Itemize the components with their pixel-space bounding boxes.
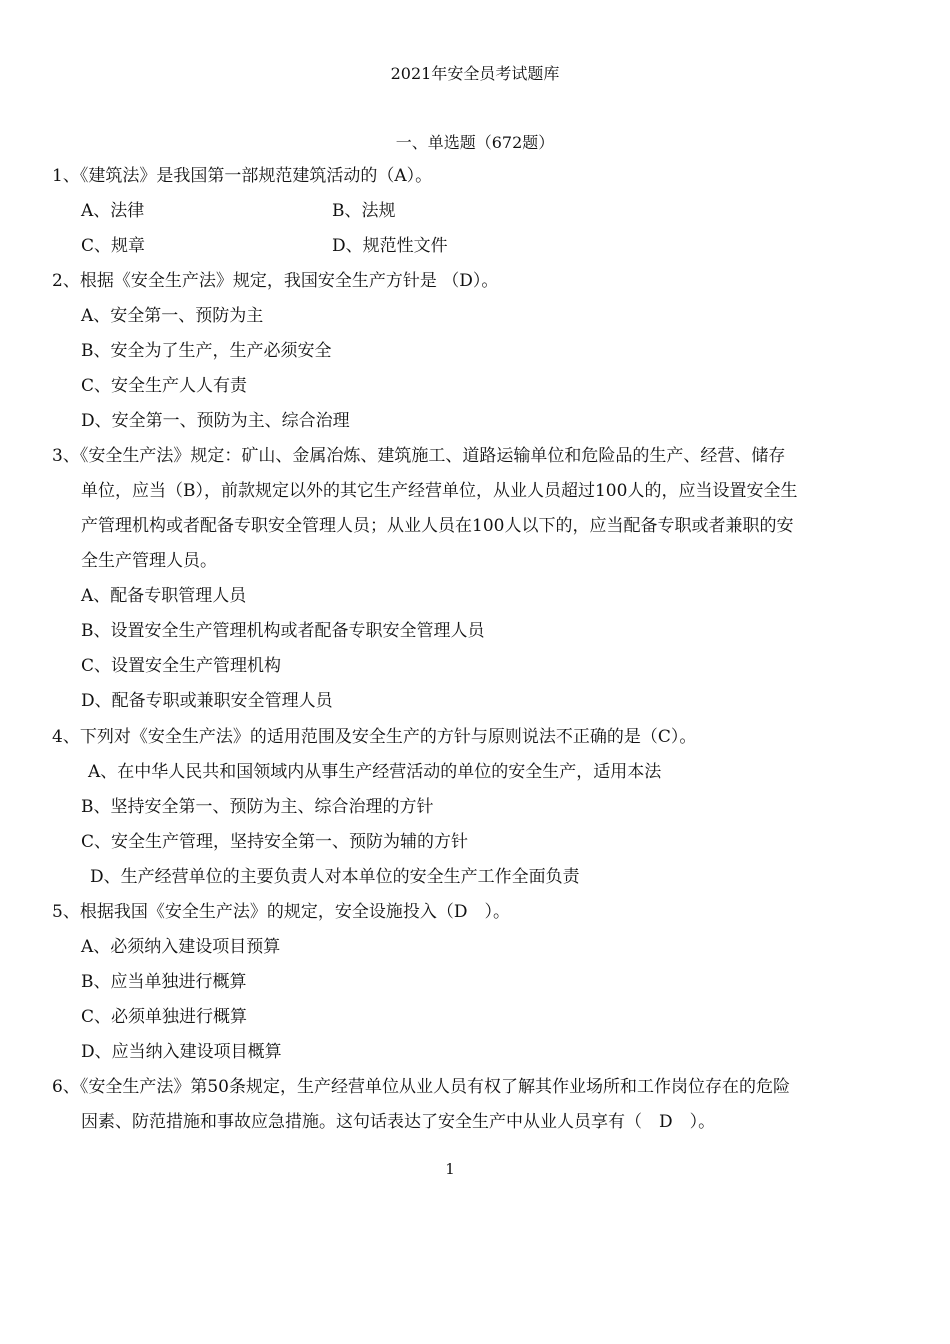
question-1-option-d: D、规范性文件 xyxy=(332,236,448,256)
question-3-option-d: D、配备专职或兼职安全管理人员 xyxy=(81,691,333,711)
question-2-option-b: B、安全为了生产，生产必须安全 xyxy=(81,341,332,361)
question-1-option-c: C、规章 xyxy=(81,236,146,256)
question-5-option-c: C、必须单独进行概算 xyxy=(81,1007,248,1027)
question-2-option-d: D、安全第一、预防为主、综合治理 xyxy=(81,411,350,431)
question-3-option-b: B、设置安全生产管理机构或者配备专职安全管理人员 xyxy=(81,621,485,641)
question-5-option-a: A、必须纳入建设项目预算 xyxy=(81,937,281,957)
question-6-text-line-2: 因素、防范措施和事故应急措施。这句话表达了安全生产中从业人员享有（ D ）。 xyxy=(81,1112,716,1132)
question-3-option-a: A、配备专职管理人员 xyxy=(81,586,247,606)
question-5-option-d: D、应当纳入建设项目概算 xyxy=(81,1042,282,1062)
question-2-option-c: C、安全生产人人有责 xyxy=(81,376,248,396)
document-title: 2021年安全员考试题库 xyxy=(390,64,560,83)
question-2-text: 2、根据《安全生产法》规定，我国安全生产方针是 （D）。 xyxy=(52,271,499,291)
question-4-text: 4、下列对《安全生产法》的适用范围及安全生产的方针与原则说法不正确的是（C）。 xyxy=(52,727,697,747)
question-3-text-line-1: 3、《安全生产法》规定：矿山、金属冶炼、建筑施工、道路运输单位和危险品的生产、经营、储存 xyxy=(52,446,786,466)
question-4-option-b: B、坚持安全第一、预防为主、综合治理的方针 xyxy=(81,797,434,817)
question-3-text-line-4: 全生产管理人员。 xyxy=(81,551,217,571)
question-1-option-b: B、法规 xyxy=(332,201,396,221)
question-3-text-line-2: 单位，应当（B），前款规定以外的其它生产经营单位，从业人员超过100人的，应当设置安全生 xyxy=(81,481,798,501)
section-heading: 一、单选题（672题） xyxy=(395,133,555,152)
question-3-text-line-3: 产管理机构或者配备专职安全管理人员；从业人员在100人以下的，应当配备专职或者兼职的安 xyxy=(81,516,794,536)
question-4-option-c: C、安全生产管理，坚持安全第一、预防为辅的方针 xyxy=(81,832,469,852)
question-6-text-line-1: 6、《安全生产法》第50条规定，生产经营单位从业人员有权了解其作业场所和工作岗位存在的危险 xyxy=(52,1077,790,1097)
question-1-text: 1、《建筑法》是我国第一部规范建筑活动的（A）。 xyxy=(52,166,433,186)
question-4-option-d: D、生产经营单位的主要负责人对本单位的安全生产工作全面负责 xyxy=(90,867,580,887)
question-2-option-a: A、安全第一、预防为主 xyxy=(81,306,264,326)
question-3-option-c: C、设置安全生产管理机构 xyxy=(81,656,282,676)
question-1-option-a: A、法律 xyxy=(81,201,145,221)
page-number: 1 xyxy=(445,1160,455,1178)
question-4-option-a: A、在中华人民共和国领域内从事生产经营活动的单位的安全生产，适用本法 xyxy=(88,762,662,782)
question-5-option-b: B、应当单独进行概算 xyxy=(81,972,247,992)
question-5-text: 5、根据我国《安全生产法》的规定，安全设施投入（D ）。 xyxy=(52,902,510,922)
